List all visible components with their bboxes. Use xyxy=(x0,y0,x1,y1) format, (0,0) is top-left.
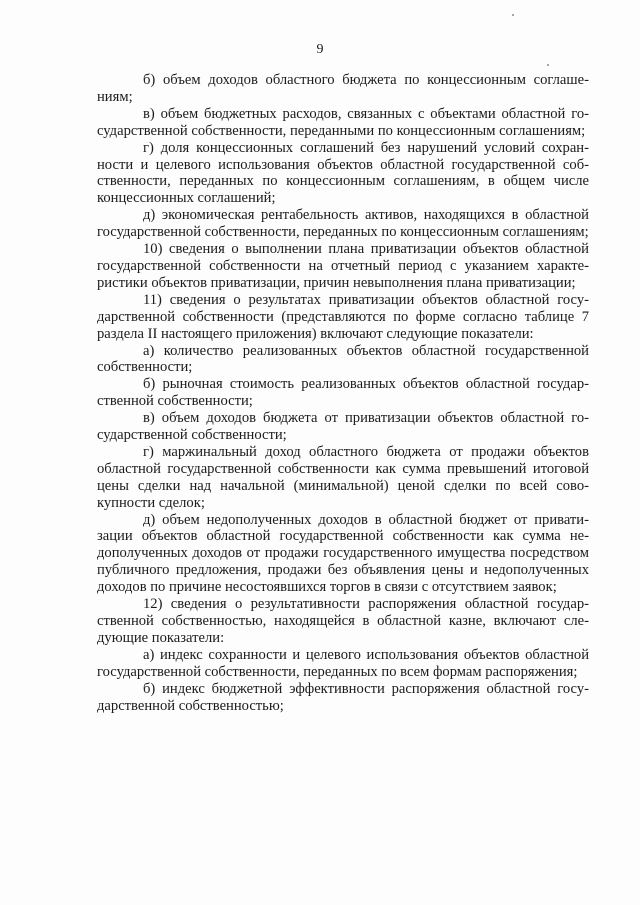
paragraph: г) доля концессионных соглашений без нарушений условий сохранности и целевого использования объектов областной государственной собственности, переданных по концессионным соглашениям, в общем числе концессионных соглашений; xyxy=(97,139,589,207)
paragraph: б) индекс бюджетной эффективности распоряжения областной государственной собственностью; xyxy=(97,680,589,714)
paragraph: г) маржинальный доход областного бюджета от продажи объектов областной государственной собственности как сумма превышений итоговой цены сделки над начальной (минимальной) ценой сделки по всей совокупности сделок; xyxy=(97,443,589,511)
paragraph: б) объем доходов областного бюджета по концессионным соглашениям; xyxy=(97,72,589,105)
scan-speck xyxy=(512,14,514,16)
paragraph: 11) сведения о результатах приватизации объектов областной государственной собственности (представляются по форме согласно таблице 7 раздела II настоящего приложения) включают следующие показатели: xyxy=(97,291,589,342)
paragraph: в) объем доходов бюджета от приватизации объектов областной государственной собственности; xyxy=(97,410,589,444)
paragraph: 10) сведения о выполнении плана приватизации объектов областной государственной собственности на отчетный период с указанием характеристики объектов приватизации, причин невыполнения плана приватизации; xyxy=(97,241,589,291)
paragraph: д) объем недополученных доходов в областной бюджет от приватизации объектов областной государственной собственности как сумма недополученных доходов от продажи государственного имущества посредством публичного предложения, продажи без объявления цены и недополученных доходов по причине несостоявшихся торгов в связи с отсутствием заявок; xyxy=(97,511,589,596)
paragraph: а) индекс сохранности и целевого использования объектов областной государственной собственности, переданных по всем формам распоряжения; xyxy=(97,646,589,680)
paragraph: в) объем бюджетных расходов, связанных с объектами областной государственной собственности, переданными по концессионным соглашениям; xyxy=(97,105,589,139)
paragraph: а) количество реализованных объектов областной государственной собственности; xyxy=(97,342,589,376)
paragraph: б) рыночная стоимость реализованных объектов областной государственной собственности; xyxy=(97,376,589,410)
document-body xyxy=(97,72,589,714)
scan-speck xyxy=(547,64,549,66)
paragraph: 12) сведения о результативности распоряжения областной государственной собственностью, находящейся в областной казне, включают следующие показатели: xyxy=(97,596,589,646)
page-number: 9 xyxy=(316,42,324,57)
paragraph: д) экономическая рентабельность активов, находящихся в областной государственной собственности, переданных по концессионным соглашениям; xyxy=(97,207,589,241)
